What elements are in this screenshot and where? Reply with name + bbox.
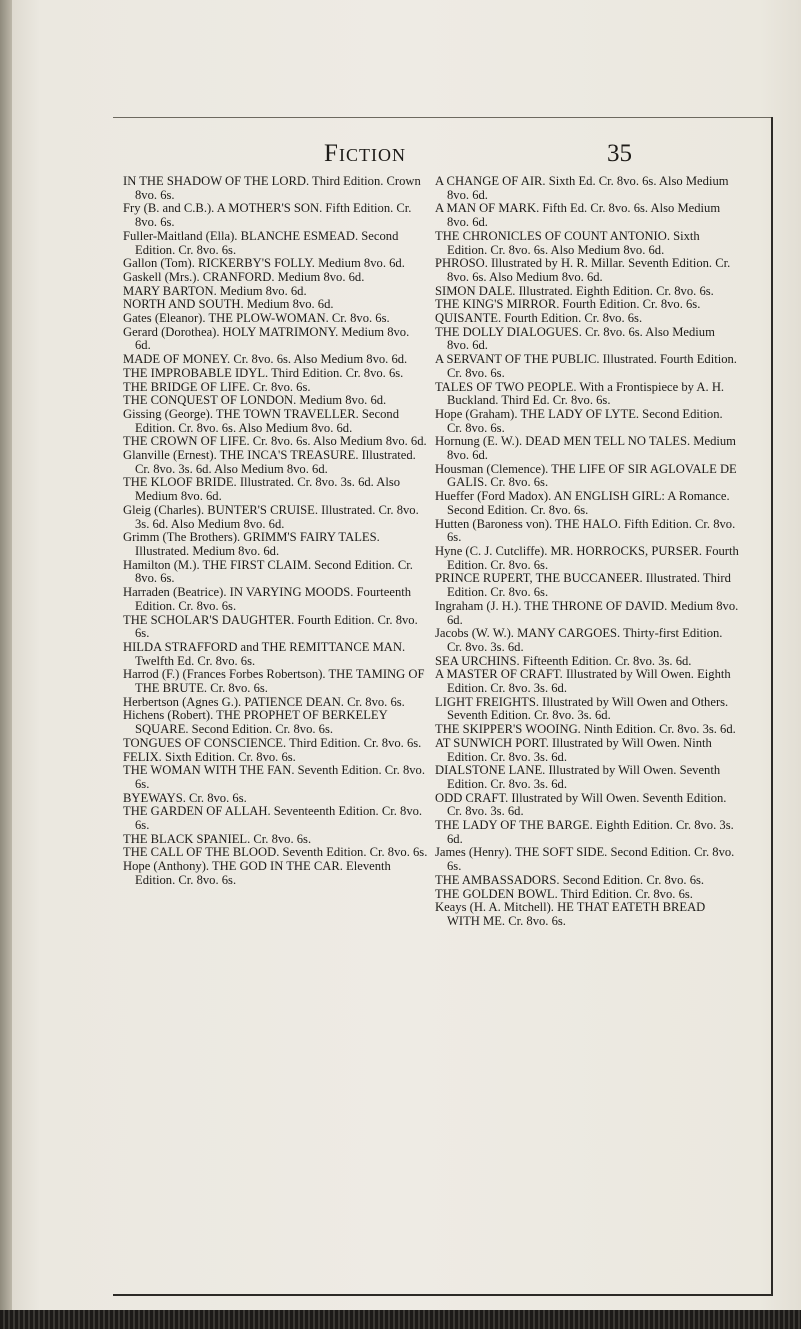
catalogue-entry: THE BRIDGE OF LIFE. Cr. 8vo. 6s. — [123, 379, 311, 394]
catalogue-entry: THE KLOOF BRIDE. Illustrated. Cr. 8vo. 3s. 6d. Also Medium 8vo. 6d. — [123, 475, 401, 504]
catalogue-entry: THE CHRONICLES OF COUNT ANTONIO. Sixth Edition. Cr. 8vo. 6s. Also Medium 8vo. 6d. — [435, 228, 700, 257]
catalogue-entry: Harraden (Beatrice). IN VARYING MOODS. Fourteenth Edition. Cr. 8vo. 6s. — [123, 585, 412, 613]
catalogue-entry: THE SCHOLAR'S DAUGHTER. Fourth Edition. Cr. 8vo. 6s. — [123, 612, 418, 641]
catalogue-entry: Housman (Clemence). THE LIFE OF SIR AGLOVALE DE GALIS. Cr. 8vo. 6s. — [435, 461, 737, 490]
catalogue-entry: Harrod (F.) (Frances Forbes Robertson). THE TAMING OF THE BRUTE. Cr. 8vo. 6s. — [123, 667, 425, 696]
catalogue-entry: THE GARDEN OF ALLAH. Seventeenth Edition. Cr. 8vo. 6s. — [123, 804, 423, 833]
catalogue-entry: TALES OF TWO PEOPLE. With a Frontispiece by A. H. Buckland. Third Ed. Cr. 8vo. 6s. — [435, 379, 725, 408]
catalogue-entry: Gaskell (Mrs.). CRANFORD. Medium 8vo. 6d. — [123, 269, 365, 284]
catalogue-entry: PHROSO. Illustrated by H. R. Millar. Seventh Edition. Cr. 8vo. 6s. Also Medium 8vo. 6d. — [435, 256, 731, 284]
catalogue-entry: Gerard (Dorothea). HOLY MATRIMONY. Medium 8vo. 6d. — [123, 324, 410, 353]
catalogue-entry: ODD CRAFT. Illustrated by Will Owen. Seventh Edition. Cr. 8vo. 3s. 6d. — [435, 790, 727, 819]
catalogue-entry: AT SUNWICH PORT. Illustrated by Will Owen. Ninth Edition. Cr. 8vo. 3s. 6d. — [435, 735, 712, 764]
catalogue-entry: Hichens (Robert). THE PROPHET OF BERKELEY SQUARE. Second Edition. Cr. 8vo. 6s. — [123, 708, 388, 737]
catalogue-entry: MADE OF MONEY. Cr. 8vo. 6s. Also Medium 8vo. 6d. — [123, 352, 408, 367]
catalogue-entry: A SERVANT OF THE PUBLIC. Illustrated. Fourth Edition. Cr. 8vo. 6s. — [435, 352, 737, 380]
catalogue-entry: Ingraham (J. H.). THE THRONE OF DAVID. Medium 8vo. 6d. — [435, 598, 739, 627]
catalogue-entry: THE WOMAN WITH THE FAN. Seventh Edition. Cr. 8vo. 6s. — [123, 763, 425, 791]
catalogue-entry: Hueffer (Ford Madox). AN ENGLISH GIRL: A Romance. Second Edition. Cr. 8vo. 6s. — [435, 489, 730, 517]
catalogue-entry: Fry (B. and C.B.). A MOTHER'S SON. Fifth Edition. Cr. 8vo. 6s. — [123, 201, 412, 230]
page-spine-shadow — [0, 0, 12, 1329]
catalogue-entry: Hope (Graham). THE LADY OF LYTE. Second Edition. Cr. 8vo. 6s. — [435, 406, 723, 435]
catalogue-entry: Gissing (George). THE TOWN TRAVELLER. Second Edition. Cr. 8vo. 6s. Also Medium 8vo. 6d. — [123, 406, 399, 435]
left-column — [123, 175, 428, 888]
catalogue-entry: James (Henry). THE SOFT SIDE. Second Edition. Cr. 8vo. 6s. — [435, 845, 735, 874]
catalogue-entry: A MAN OF MARK. Fifth Ed. Cr. 8vo. 6s. Also Medium 8vo. 6d. — [435, 201, 721, 230]
catalogue-entry: HILDA STRAFFORD and THE REMITTANCE MAN. Twelfth Ed. Cr. 8vo. 6s. — [123, 639, 406, 668]
catalogue-entry: Gallon (Tom). RICKERBY'S FOLLY. Medium 8vo. 6d. — [123, 256, 405, 271]
right-column — [435, 175, 740, 929]
catalogue-entry: THE DOLLY DIALOGUES. Cr. 8vo. 6s. Also Medium 8vo. 6d. — [435, 324, 715, 353]
catalogue-entry: THE SKIPPER'S WOOING. Ninth Edition. Cr. 8vo. 3s. 6d. — [435, 722, 736, 737]
catalogue-entry: Jacobs (W. W.). MANY CARGOES. Thirty-first Edition. Cr. 8vo. 3s. 6d. — [435, 626, 723, 654]
catalogue-entry: MARY BARTON. Medium 8vo. 6d. — [123, 283, 307, 298]
page-frame-bottom-rule — [113, 1294, 773, 1296]
catalogue-entry: THE CONQUEST OF LONDON. Medium 8vo. 6d. — [123, 393, 387, 408]
catalogue-entry: PRINCE RUPERT, THE BUCCANEER. Illustrated. Third Edition. Cr. 8vo. 6s. — [435, 571, 731, 600]
catalogue-entry: QUISANTE. Fourth Edition. Cr. 8vo. 6s. — [435, 311, 643, 326]
page-number: 35 — [607, 140, 632, 167]
catalogue-entry: Glanville (Ernest). THE INCA'S TREASURE. Illustrated. Cr. 8vo. 3s. 6d. Also Medium 8vo. 6d. — [123, 448, 416, 476]
catalogue-entry: THE GOLDEN BOWL. Third Edition. Cr. 8vo. 6s. — [435, 886, 693, 901]
page-title: Fiction — [324, 140, 406, 167]
catalogue-entry: Hyne (C. J. Cutcliffe). MR. HORROCKS, PURSER. Fourth Edition. Cr. 8vo. 6s. — [435, 543, 739, 572]
catalogue-entry: THE KING'S MIRROR. Fourth Edition. Cr. 8vo. 6s. — [435, 297, 701, 312]
catalogue-entry: TONGUES OF CONSCIENCE. Third Edition. Cr. 8vo. 6s. — [123, 735, 422, 750]
page-frame-right-rule — [771, 117, 773, 1296]
catalogue-entry: A MASTER OF CRAFT. Illustrated by Will Owen. Eighth Edition. Cr. 8vo. 3s. 6d. — [435, 667, 731, 696]
catalogue-entry: DIALSTONE LANE. Illustrated by Will Owen. Seventh Edition. Cr. 8vo. 3s. 6d. — [435, 763, 721, 791]
catalogue-entry: THE AMBASSADORS. Second Edition. Cr. 8vo. 6s. — [435, 872, 705, 887]
catalogue-entry: Herbertson (Agnes G.). PATIENCE DEAN. Cr. 8vo. 6s. — [123, 694, 405, 709]
catalogue-entry: THE IMPROBABLE IDYL. Third Edition. Cr. 8vo. 6s. — [123, 365, 404, 380]
catalogue-entry: Hutten (Baroness von). THE HALO. Fifth Edition. Cr. 8vo. 6s. — [435, 516, 736, 545]
catalogue-entry: Hornung (E. W.). DEAD MEN TELL NO TALES. Medium 8vo. 6d. — [435, 434, 736, 463]
page-frame-top-rule — [113, 117, 773, 118]
catalogue-entry: Gleig (Charles). BUNTER'S CRUISE. Illustrated. Cr. 8vo. 3s. 6d. Also Medium 8vo. 6d. — [123, 502, 419, 531]
running-header — [0, 140, 801, 172]
catalogue-entry: Hope (Anthony). THE GOD IN THE CAR. Eleventh Edition. Cr. 8vo. 6s. — [123, 859, 391, 887]
catalogue-entry: BYEWAYS. Cr. 8vo. 6s. — [123, 790, 247, 805]
catalogue-entry: SEA URCHINS. Fifteenth Edition. Cr. 8vo. 3s. 6d. — [435, 653, 692, 668]
catalogue-entry: Hamilton (M.). THE FIRST CLAIM. Second Edition. Cr. 8vo. 6s. — [123, 557, 413, 586]
catalogue-entry: IN THE SHADOW OF THE LORD. Third Edition. Crown 8vo. 6s. — [123, 174, 421, 202]
catalogue-entry: FELIX. Sixth Edition. Cr. 8vo. 6s. — [123, 749, 296, 764]
catalogue-entry: THE CALL OF THE BLOOD. Seventh Edition. Cr. 8vo. 6s. — [123, 845, 428, 860]
catalogue-entry: A CHANGE OF AIR. Sixth Ed. Cr. 8vo. 6s. Also Medium 8vo. 6d. — [435, 174, 729, 202]
catalogue-entry: LIGHT FREIGHTS. Illustrated by Will Owen and Others. Seventh Edition. Cr. 8vo. 3s. 6d. — [435, 694, 729, 723]
bottom-edge-band — [0, 1310, 801, 1329]
catalogue-entry: THE BLACK SPANIEL. Cr. 8vo. 6s. — [123, 831, 312, 846]
catalogue-entry: NORTH AND SOUTH. Medium 8vo. 6d. — [123, 297, 334, 312]
catalogue-entry: Fuller-Maitland (Ella). BLANCHE ESMEAD. Second Edition. Cr. 8vo. 6s. — [123, 228, 399, 257]
catalogue-entry: Grimm (The Brothers). GRIMM'S FAIRY TALES. Illustrated. Medium 8vo. 6d. — [123, 530, 380, 558]
catalogue-entry: THE CROWN OF LIFE. Cr. 8vo. 6s. Also Medium 8vo. 6d. — [123, 434, 427, 449]
catalogue-entry: Gates (Eleanor). THE PLOW-WOMAN. Cr. 8vo. 6s. — [123, 311, 390, 326]
catalogue-entry: Keays (H. A. Mitchell). HE THAT EATETH BREAD WITH ME. Cr. 8vo. 6s. — [435, 900, 706, 928]
catalogue-entry: THE LADY OF THE BARGE. Eighth Edition. Cr. 8vo. 3s. 6d. — [435, 818, 734, 846]
catalogue-entry: SIMON DALE. Illustrated. Eighth Edition. Cr. 8vo. 6s. — [435, 283, 714, 298]
